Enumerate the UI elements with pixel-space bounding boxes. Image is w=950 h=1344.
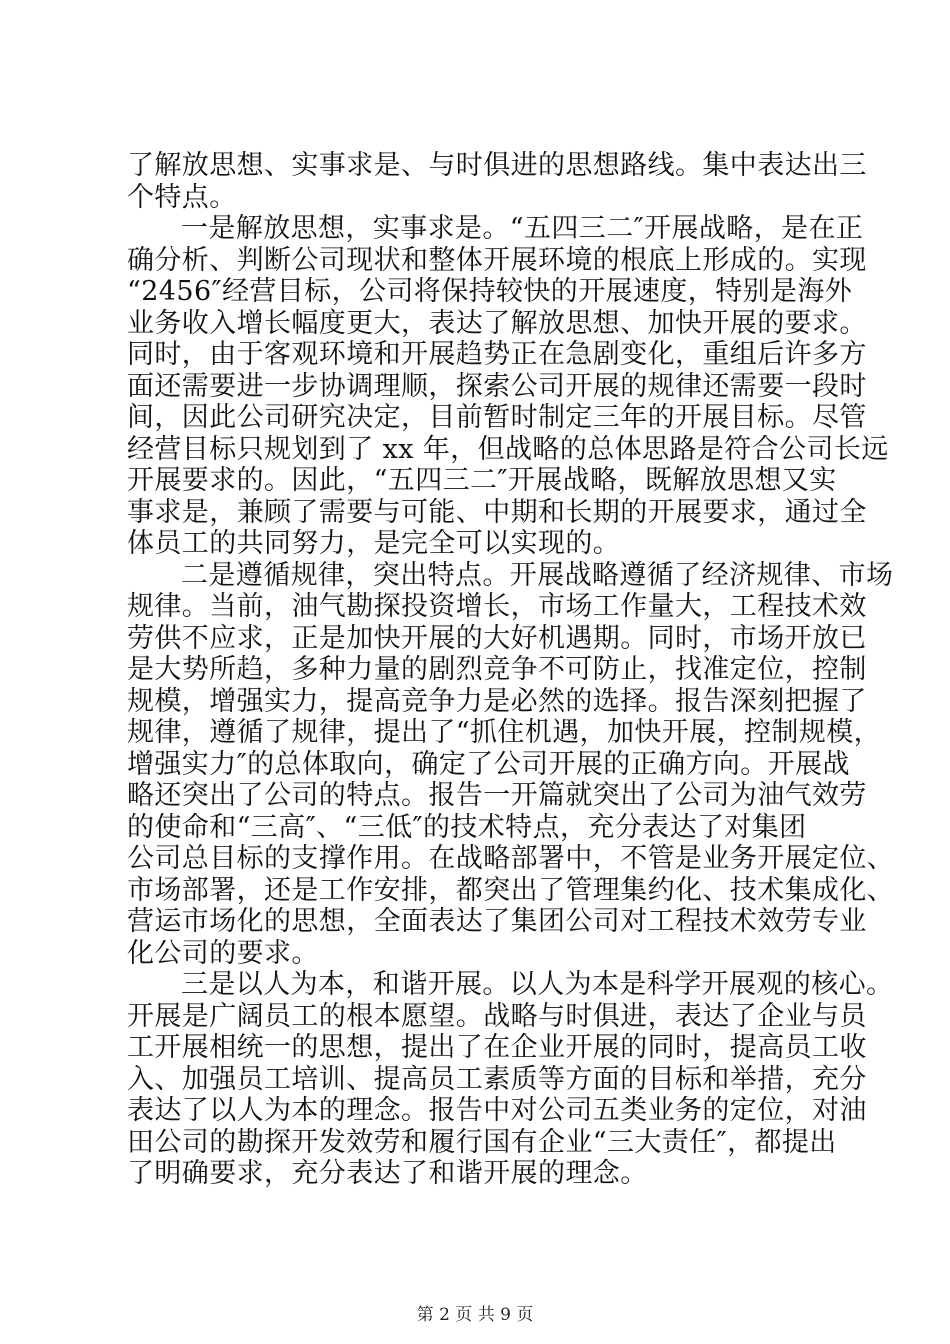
text-line: 规律。当前，油气勘探投资增长，市场工作量大，工程技术效 xyxy=(127,591,867,622)
text-line: 个特点。 xyxy=(127,181,237,213)
paragraph-first-line: 一是解放思想，实事求是。“五四三二″开展战略，是在正 xyxy=(181,213,864,244)
text-line: 了解放思想、实事求是、与时俱进的思想路线。集中表达出三 xyxy=(127,150,867,181)
text-line: 略还突出了公司的特点。报告一开篇就突出了公司为油气效劳 xyxy=(127,780,867,811)
text-line: 体员工的共同努力，是完全可以实现的。 xyxy=(127,528,621,559)
text-line: 公司总目标的支撑作用。在战略部署中，不管是业务开展定位、 xyxy=(127,843,895,874)
text-line: 间，因此公司研究决定，目前暂时制定三年的开展目标。尽管 xyxy=(127,402,867,433)
text-line: 的使命和“三高″、“三低″的技术特点，充分表达了对集团 xyxy=(127,811,807,843)
text-line: 增强实力″的总体取向，确定了公司开展的正确方向。开展战 xyxy=(127,748,850,780)
text-line: 工开展相统一的思想，提出了在企业开展的同时，提高员工收 xyxy=(127,1032,867,1063)
text-line: 面还需要进一步协调理顺，探索公司开展的规律还需要一段时 xyxy=(127,370,867,402)
text-line: 市场部署，还是工作安排，都突出了管理集约化、技术集成化、 xyxy=(127,874,895,906)
text-line: 规模，增强实力，提高竞争力是必然的选择。报告深刻把握了 xyxy=(127,685,867,717)
text-line: 确分析、判断公司现状和整体开展环境的根底上形成的。实现 xyxy=(127,244,867,276)
text-line: 同时，由于客观环境和开展趋势正在急剧变化，重组后许多方 xyxy=(127,339,867,370)
text-line: 田公司的勘探开发效劳和履行国有企业“三大责任″，都提出 xyxy=(127,1126,837,1158)
text-line: 业务收入增长幅度更大，表达了解放思想、加快开展的要求。 xyxy=(127,307,867,339)
text-line: 是大势所趋，多种力量的剧烈竞争不可防止，找准定位，控制 xyxy=(127,654,867,685)
text-line: 开展是广阔员工的根本愿望。战略与时俱进，表达了企业与员 xyxy=(127,1000,867,1032)
text-line: 开展要求的。因此，“五四三二″开展战略，既解放思想又实 xyxy=(127,465,837,496)
paragraph-first-line: 二是遵循规律，突出特点。开展战略遵循了经济规律、市场 xyxy=(181,559,894,591)
page-number-footer: 第 2 页 共 9 页 xyxy=(416,1305,534,1325)
text-line: “2456″经营目标，公司将保持较快的开展速度，特别是海外 xyxy=(127,276,853,307)
paragraph-first-line: 三是以人为本，和谐开展。以人为本是科学开展观的核心。 xyxy=(181,969,894,1000)
text-line: 规律，遵循了规律，提出了“抓住机遇，加快开展，控制规模， xyxy=(127,717,882,748)
text-line: 经营目标只规划到了 xx 年，但战略的总体思路是符合公司长远 xyxy=(127,433,889,465)
document-body xyxy=(127,150,895,1190)
text-line: 入、加强员工培训、提高员工素质等方面的目标和举措，充分 xyxy=(127,1063,867,1095)
text-line: 营运市场化的思想，全面表达了集团公司对工程技术效劳专业 xyxy=(127,906,867,937)
text-line: 事求是，兼顾了需要与可能、中期和长期的开展要求，通过全 xyxy=(127,496,867,528)
text-line: 表达了以人为本的理念。报告中对公司五类业务的定位，对油 xyxy=(127,1095,867,1126)
text-line: 化公司的要求。 xyxy=(127,937,319,969)
text-line: 了明确要求，充分表达了和谐开展的理念。 xyxy=(127,1158,648,1189)
text-line: 劳供不应求，正是加快开展的大好机遇期。同时，市场开放已 xyxy=(127,622,867,654)
